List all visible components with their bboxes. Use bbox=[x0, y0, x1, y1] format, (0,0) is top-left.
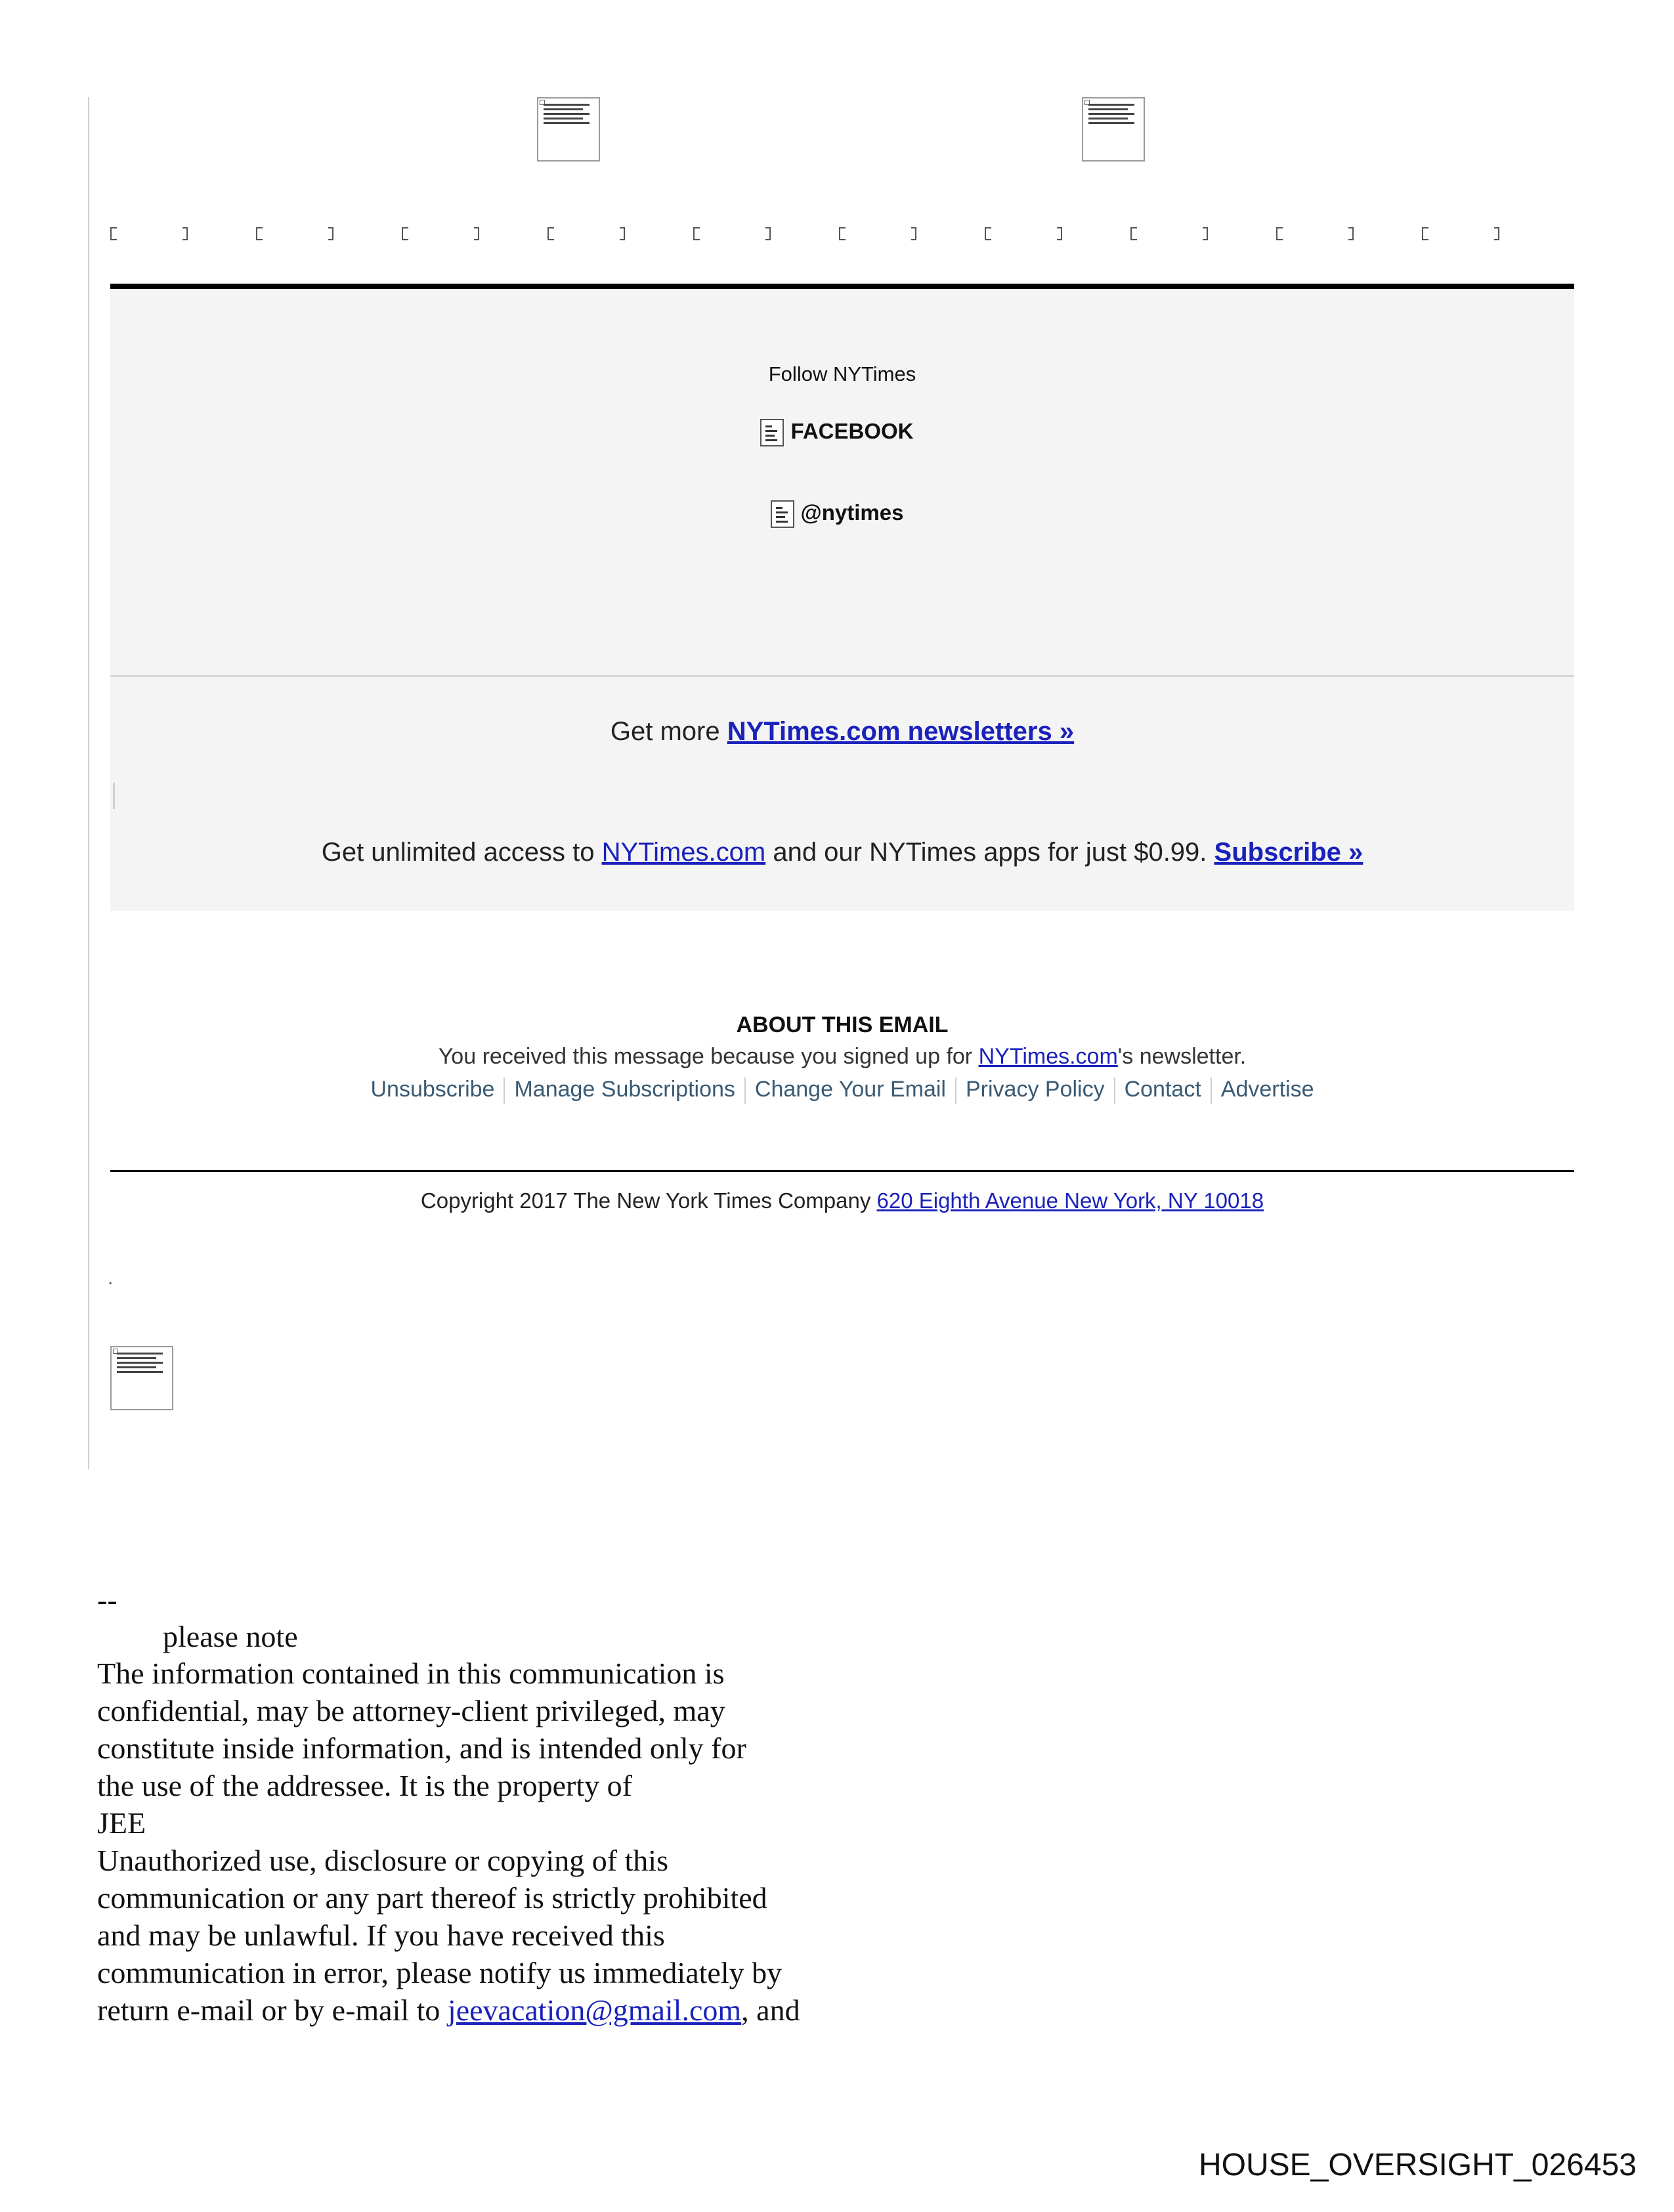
facebook-icon bbox=[760, 419, 784, 446]
signature-dashes: -- bbox=[97, 1583, 118, 1616]
newsletters-prefix: Get more bbox=[610, 717, 727, 746]
copyright-line bbox=[110, 1188, 1574, 1213]
bates-number: HOUSE_OVERSIGHT_026453 bbox=[1199, 2148, 1637, 2182]
disclaimer-line: communication in error, please notify us immediately by bbox=[97, 1956, 783, 1989]
twitter-link[interactable] bbox=[0, 500, 1674, 528]
dot-text: . bbox=[108, 1267, 114, 1289]
received-note bbox=[110, 1044, 1574, 1070]
disclaimer-last-line bbox=[97, 1993, 800, 2028]
newsletter-panel bbox=[110, 677, 1574, 911]
manage-subscriptions-link[interactable]: Manage Subscriptions bbox=[514, 1077, 735, 1102]
disclaimer-line: communication or any part thereof is strictly prohibited bbox=[97, 1881, 767, 1915]
received-prefix: You received this message because you signed up for bbox=[438, 1044, 979, 1069]
broken-image-icon bbox=[1082, 97, 1145, 162]
broken-image-icon bbox=[537, 97, 600, 162]
facebook-label: FACEBOOK bbox=[790, 419, 914, 443]
follow-panel bbox=[110, 289, 1574, 675]
section-rule bbox=[110, 284, 1574, 289]
subscribe-middle: and our NYTimes apps for just $0.99. bbox=[765, 838, 1214, 867]
spacer-bar bbox=[113, 783, 115, 809]
disclaimer-line: confidential, may be attorney-client privileged, may bbox=[97, 1694, 725, 1727]
twitter-label: @nytimes bbox=[800, 500, 904, 525]
disclaimer-last-suffix: , and bbox=[741, 1993, 800, 2027]
broken-image-icon bbox=[110, 1346, 173, 1410]
footer-links bbox=[110, 1077, 1574, 1104]
subscribe-prefix: Get unlimited access to bbox=[321, 838, 602, 867]
about-heading: ABOUT THIS EMAIL bbox=[736, 1012, 949, 1037]
twitter-icon bbox=[771, 500, 794, 528]
subscribe-line bbox=[110, 838, 1574, 867]
address-link[interactable]: 620 Eighth Avenue New York, NY 10018 bbox=[876, 1188, 1264, 1213]
newsletters-link[interactable]: NYTimes.com newsletters » bbox=[727, 717, 1075, 746]
nytimes-site-link[interactable]: NYTimes.com bbox=[601, 838, 766, 867]
unsubscribe-link[interactable]: Unsubscribe bbox=[370, 1077, 495, 1102]
missing-glyph-row bbox=[105, 223, 1582, 243]
copyright-text: Copyright 2017 The New York Times Company bbox=[420, 1188, 877, 1213]
contact-link[interactable]: Contact bbox=[1124, 1077, 1201, 1102]
signature-note: please note bbox=[163, 1620, 298, 1653]
disclaimer-line: The information contained in this communication is bbox=[97, 1657, 725, 1690]
facebook-link[interactable] bbox=[0, 419, 1674, 446]
left-border-line bbox=[88, 97, 89, 1469]
follow-heading: Follow NYTimes bbox=[768, 362, 916, 385]
disclaimer-line: constitute inside information, and is intended only for bbox=[97, 1731, 746, 1765]
subscribe-link[interactable]: Subscribe » bbox=[1214, 838, 1363, 867]
disclaimer-line: and may be unlawful. If you have received this bbox=[97, 1919, 665, 1952]
footer-rule bbox=[110, 1170, 1574, 1172]
email-link[interactable]: jeevacation@gmail.com bbox=[447, 1993, 742, 2027]
privacy-policy-link[interactable]: Privacy Policy bbox=[965, 1077, 1105, 1102]
received-suffix: 's newsletter. bbox=[1117, 1044, 1247, 1069]
received-site-link[interactable]: NYTimes.com bbox=[978, 1044, 1118, 1069]
disclaimer-line: Unauthorized use, disclosure or copying of this bbox=[97, 1844, 668, 1877]
advertise-link[interactable]: Advertise bbox=[1220, 1077, 1314, 1102]
disclaimer-line: the use of the addressee. It is the property of bbox=[97, 1769, 632, 1802]
disclaimer-line: JEE bbox=[97, 1806, 146, 1840]
newsletters-line bbox=[110, 717, 1574, 747]
change-email-link[interactable]: Change Your Email bbox=[754, 1077, 946, 1102]
disclaimer-last-prefix: return e-mail or by e-mail to bbox=[97, 1993, 448, 2027]
